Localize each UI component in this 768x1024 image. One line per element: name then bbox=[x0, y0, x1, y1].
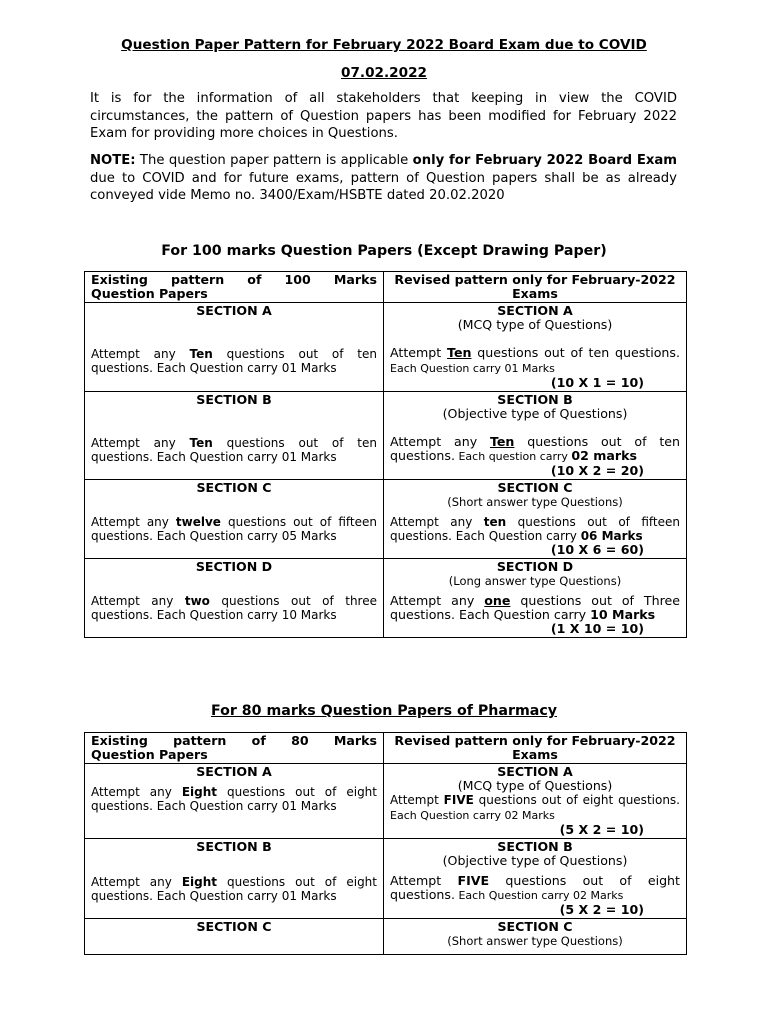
table-row bbox=[85, 919, 687, 955]
question-type: (Objective type of Questions) bbox=[442, 853, 628, 868]
section-label: SECTION C bbox=[497, 480, 573, 495]
question-type: (Objective type of Questions) bbox=[442, 406, 628, 421]
existing-rule-text: Attempt any Ten questions out of ten questions. Each Question carry 01 Marks bbox=[91, 436, 377, 464]
section-label: SECTION C bbox=[196, 480, 272, 495]
revised-rule-text: Attempt any one questions out of Three questions. Each Question carry 10 Marks bbox=[390, 593, 680, 622]
marks-formula: (5 X 2 = 10) bbox=[559, 902, 644, 917]
revised-cell bbox=[384, 480, 687, 559]
revised-cell bbox=[384, 559, 687, 638]
pattern-table-100 bbox=[84, 271, 687, 638]
document-title: Question Paper Pattern for February 2022 Board Exam due to COVID bbox=[121, 37, 647, 53]
question-type: (Long answer type Questions) bbox=[448, 574, 622, 588]
existing-cell bbox=[85, 303, 384, 392]
section-label: SECTION C bbox=[497, 919, 573, 934]
existing-rule-text: Attempt any two questions out of three questions. Each Question carry 10 Marks bbox=[91, 594, 377, 622]
existing-cell bbox=[85, 559, 384, 638]
section-label: SECTION A bbox=[196, 303, 272, 318]
revised-cell bbox=[384, 919, 687, 955]
pattern-table-80 bbox=[84, 732, 687, 955]
existing-rule-text: Attempt any Eight questions out of eight questions. Each Question carry 01 Marks bbox=[91, 875, 377, 903]
question-type: (MCQ type of Questions) bbox=[457, 778, 613, 793]
table-row bbox=[85, 303, 687, 392]
marks-formula: (1 X 10 = 10) bbox=[550, 621, 644, 636]
table-header-row bbox=[85, 733, 687, 764]
question-type: (Short answer type Questions) bbox=[447, 495, 623, 509]
section-label: SECTION D bbox=[195, 559, 273, 574]
question-type: (Short answer type Questions) bbox=[447, 934, 623, 948]
revised-rule-text: Attempt FIVE questions out of eight questions. Each Question carry 02 Marks bbox=[390, 793, 680, 822]
existing-pattern-header bbox=[85, 733, 384, 764]
revised-cell bbox=[384, 303, 687, 392]
question-type: (MCQ type of Questions) bbox=[457, 317, 613, 332]
table-header-row bbox=[85, 272, 687, 303]
header-line-2: Question Papers bbox=[91, 747, 208, 762]
note-text-2: due to COVID and for future exams, pattern of Question papers shall be as already conveyed vide Memo no. 3400/Exam/HSBTE dated 20.02.2020 bbox=[90, 170, 677, 203]
existing-rule-text: Attempt any twelve questions out of fifteen questions. Each Question carry 05 Marks bbox=[91, 515, 377, 543]
revised-cell bbox=[384, 764, 687, 839]
section-label: SECTION C bbox=[196, 919, 272, 934]
note-text-1: The question paper pattern is applicable bbox=[135, 153, 413, 168]
existing-rule-text: Attempt any Eight questions out of eight questions. Each Question carry 01 Marks bbox=[91, 785, 377, 813]
existing-cell bbox=[85, 392, 384, 480]
revised-rule-text: Attempt any Ten questions out of ten questions. Each question carry 02 marks bbox=[390, 434, 680, 463]
section-label: SECTION B bbox=[196, 839, 272, 854]
section-label: SECTION D bbox=[496, 559, 574, 574]
table-100-heading: For 100 marks Question Papers (Except Drawing Paper) bbox=[161, 243, 607, 259]
header-line-2: Question Papers bbox=[91, 286, 208, 301]
existing-rule-text: Attempt any Ten questions out of ten questions. Each Question carry 01 Marks bbox=[91, 347, 377, 375]
header-line-1: Existing pattern of 100 Marks bbox=[91, 272, 377, 287]
revised-rule-text: Attempt Ten questions out of ten questions. Each Question carry 01 Marks bbox=[390, 345, 680, 375]
table-row bbox=[85, 764, 687, 839]
table-row bbox=[85, 392, 687, 480]
note-paragraph bbox=[90, 152, 677, 205]
section-label: SECTION A bbox=[497, 764, 573, 779]
header-line-1: Existing pattern of 80 Marks bbox=[91, 733, 377, 748]
section-label: SECTION B bbox=[196, 392, 272, 407]
table-row bbox=[85, 480, 687, 559]
note-label: NOTE: bbox=[90, 153, 136, 168]
existing-cell bbox=[85, 480, 384, 559]
existing-cell bbox=[85, 839, 384, 919]
section-label: SECTION B bbox=[497, 392, 573, 407]
section-label: SECTION A bbox=[497, 303, 573, 318]
existing-cell bbox=[85, 919, 384, 955]
marks-formula: (10 X 1 = 10) bbox=[550, 375, 644, 390]
existing-pattern-header bbox=[85, 272, 384, 303]
revised-cell bbox=[384, 392, 687, 480]
intro-paragraph: It is for the information of all stakeholders that keeping in view the COVID circumstances, the pattern of Question papers has been modified for February 2022 Exam for providing more choices in Questions. bbox=[90, 91, 677, 141]
marks-formula: (10 X 6 = 60) bbox=[550, 542, 644, 557]
section-label: SECTION B bbox=[497, 839, 573, 854]
table-row bbox=[85, 839, 687, 919]
revised-pattern-header: Revised pattern only for February-2022 Exams bbox=[384, 733, 687, 764]
marks-formula: (5 X 2 = 10) bbox=[559, 822, 644, 837]
existing-cell bbox=[85, 764, 384, 839]
note-emphasis: only for February 2022 Board Exam bbox=[412, 153, 677, 168]
revised-rule-text: Attempt FIVE questions out of eight questions. Each Question carry 02 Marks bbox=[390, 873, 680, 902]
document-date: 07.02.2022 bbox=[341, 65, 427, 81]
table-row bbox=[85, 559, 687, 638]
marks-formula: (10 X 2 = 20) bbox=[550, 463, 644, 478]
revised-pattern-header: Revised pattern only for February-2022 Exams bbox=[384, 272, 687, 303]
revised-cell bbox=[384, 839, 687, 919]
section-label: SECTION A bbox=[196, 764, 272, 779]
table-80-heading: For 80 marks Question Papers of Pharmacy bbox=[210, 703, 557, 719]
revised-rule-text: Attempt any ten questions out of fifteen questions. Each Question carry 06 Marks bbox=[390, 515, 680, 543]
